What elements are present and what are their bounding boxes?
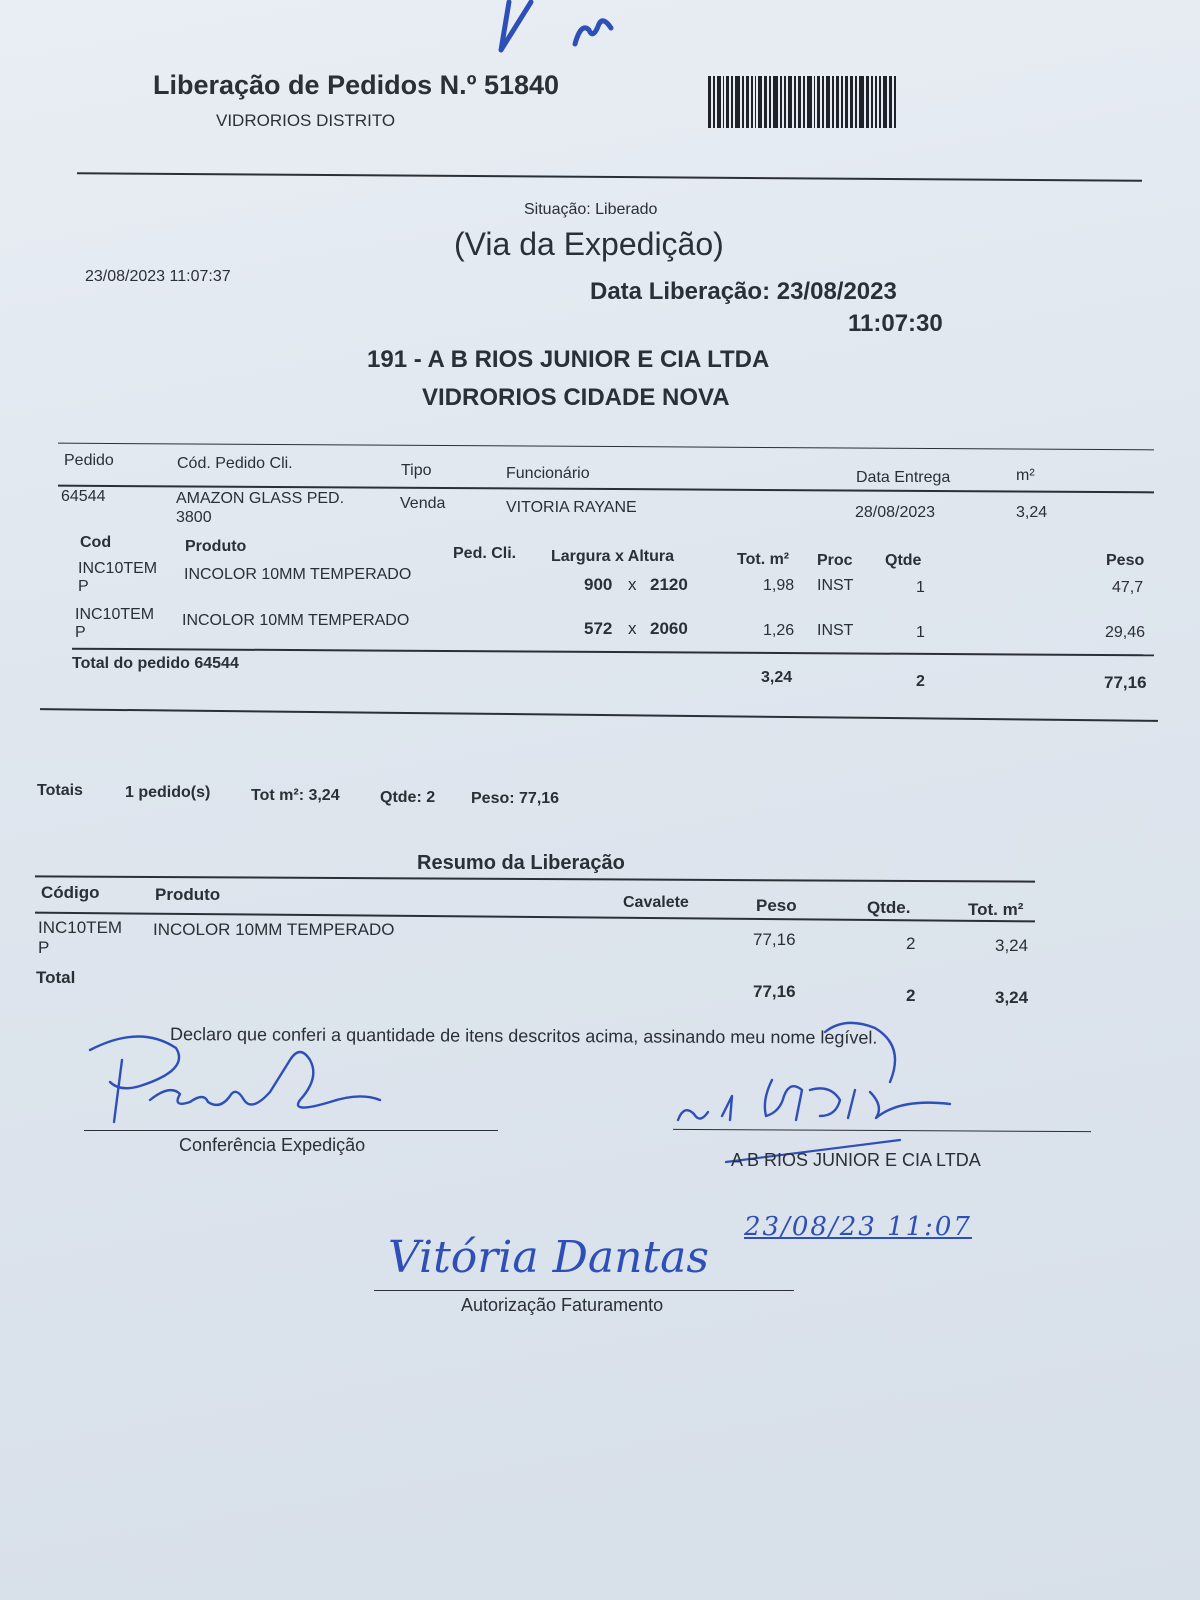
label-proc: Proc (817, 552, 853, 569)
item-2-produto: INCOLOR 10MM TEMPERADO (182, 612, 410, 629)
handwritten-date: 23/08/23 11:07 (744, 1212, 972, 1242)
label-cliente: A B RIOS JUNIOR E CIA LTDA (731, 1150, 981, 1170)
label-autorizacao-faturamento: Autorização Faturamento (461, 1295, 664, 1315)
item-2-proc: INST (817, 622, 854, 639)
totais-tot-m2: Tot m²: 3,24 (251, 787, 340, 804)
item-2-peso: 29,46 (1105, 624, 1146, 641)
label-cod: Cod (80, 534, 112, 551)
declaration-text: Declaro que conferi a quantidade de itens descritos acima, assinando meu nome legível. (169, 1024, 878, 1048)
resumo-total-qtde: 2 (906, 986, 916, 1005)
order-total-m2: 3,24 (761, 669, 793, 686)
value-tipo: Venda (400, 495, 446, 512)
item-2-cod-line2: P (75, 624, 86, 641)
label-pedido: Pedido (64, 452, 114, 469)
order-total-qtde: 2 (916, 673, 925, 690)
totais-label: Totais (37, 782, 83, 799)
document-title: Liberação de Pedidos N.º 51840 (153, 70, 560, 100)
resumo-row-produto: INCOLOR 10MM TEMPERADO (153, 920, 395, 939)
value-funcionario: VITORIA RAYANE (506, 499, 637, 516)
company-name: VIDRORIOS DISTRITO (216, 111, 396, 130)
client-name: 191 - A B RIOS JUNIOR E CIA LTDA (367, 346, 770, 373)
client-unit: VIDRORIOS CIDADE NOVA (422, 384, 730, 411)
item-1-proc: INST (817, 577, 854, 594)
hora-liberacao: 11:07:30 (848, 310, 943, 337)
totais-pedidos: 1 pedido(s) (125, 784, 211, 801)
item-1-x: x (628, 575, 637, 594)
resumo-label-cavalete: Cavalete (623, 894, 689, 911)
resumo-label-codigo: Código (41, 883, 100, 902)
item-2-qtde: 1 (916, 624, 925, 641)
label-cod-pedido-cli: Cód. Pedido Cli. (177, 455, 293, 472)
resumo-label-produto: Produto (155, 885, 221, 904)
item-1-tot-m2: 1,98 (763, 577, 795, 594)
value-data-entrega: 28/08/2023 (855, 504, 936, 521)
order-top-rule (58, 443, 1154, 451)
item-2-largura: 572 (584, 619, 613, 638)
resumo-total-peso: 77,16 (753, 982, 796, 1001)
resumo-total-tot-m2: 3,24 (995, 988, 1029, 1007)
item-2-cod: INC10TEM (75, 606, 155, 623)
header-divider (77, 172, 1142, 181)
handwritten-check-mark (495, 0, 625, 65)
value-pedido: 64544 (61, 488, 106, 505)
value-m2: 3,24 (1016, 504, 1048, 521)
item-1-cod: INC10TEM (78, 560, 158, 577)
label-ped-cli: Ped. Cli. (453, 545, 517, 562)
data-liberacao: Data Liberação: 23/08/2023 (590, 278, 897, 305)
resumo-row-tot-m2: 3,24 (995, 936, 1029, 955)
label-conferencia-expedicao: Conferência Expedição (179, 1135, 366, 1155)
resumo-total-label: Total (36, 968, 76, 987)
resumo-row-qtde: 2 (906, 934, 916, 953)
status-situacao: Situação: Liberado (524, 201, 658, 218)
resumo-row-codigo-line2: P (38, 938, 50, 957)
value-cod-pedido-cli-line2: 3800 (176, 509, 212, 526)
item-1-cod-line2: P (78, 578, 89, 595)
resumo-label-peso: Peso (756, 896, 797, 915)
label-produto: Produto (185, 538, 247, 555)
resumo-row-codigo: INC10TEM (38, 918, 123, 937)
print-timestamp: 23/08/2023 11:07:37 (85, 268, 231, 285)
label-largura-altura: Largura x Altura (551, 548, 674, 565)
resumo-label-qtde: Qtde. (867, 898, 911, 917)
item-1-produto: INCOLOR 10MM TEMPERADO (184, 566, 412, 583)
via-label: (Via da Expedição) (454, 226, 724, 262)
item-2-altura: 2060 (650, 619, 688, 638)
resumo-title: Resumo da Liberação (417, 852, 625, 874)
label-tot-m2: Tot. m² (737, 551, 790, 568)
item-2-tot-m2: 1,26 (763, 622, 795, 639)
label-peso: Peso (1106, 552, 1145, 569)
label-data-entrega: Data Entrega (856, 469, 951, 486)
item-1-qtde: 1 (916, 579, 925, 596)
label-tipo: Tipo (401, 462, 432, 479)
signature-cliente (670, 1020, 990, 1135)
label-m2: m² (1016, 467, 1035, 484)
item-1-peso: 47,7 (1112, 579, 1144, 596)
order-total-peso: 77,16 (1104, 673, 1147, 692)
totais-peso: Peso: 77,16 (471, 790, 560, 807)
resumo-top-rule (35, 875, 1035, 882)
value-cod-pedido-cli: AMAZON GLASS PED. (176, 490, 345, 507)
signature-line-conferencia (84, 1130, 498, 1131)
label-qtde: Qtde (885, 552, 922, 569)
order-bottom-rule (40, 708, 1158, 722)
handwritten-name: Vitória Dantas (388, 1232, 709, 1283)
item-2-x: x (628, 619, 637, 638)
resumo-label-tot-m2: Tot. m² (968, 900, 1024, 919)
item-1-altura: 2120 (650, 575, 688, 594)
barcode (708, 76, 896, 128)
signature-line-autorizacao (374, 1290, 794, 1291)
totais-qtde: Qtde: 2 (380, 789, 436, 806)
label-funcionario: Funcionário (506, 465, 590, 482)
order-total-label: Total do pedido 64544 (72, 655, 239, 672)
resumo-row-peso: 77,16 (753, 930, 796, 949)
signature-conferencia (80, 1030, 400, 1135)
item-1-largura: 900 (584, 575, 613, 594)
